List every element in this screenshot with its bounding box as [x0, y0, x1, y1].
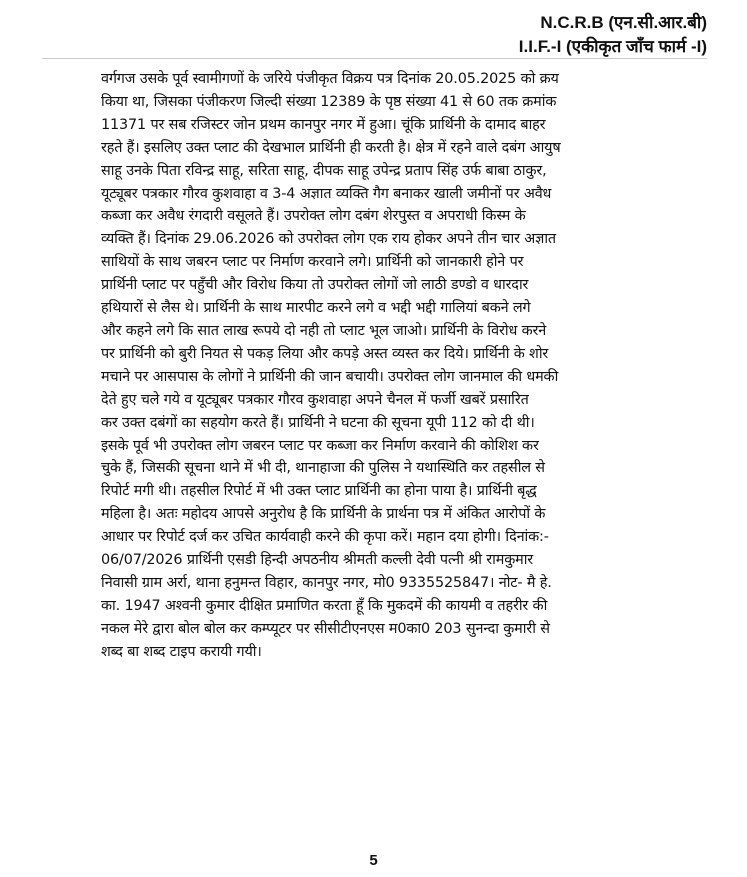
body-line: देते हुए चले गये व यूट्यूबर पत्रकार गौरव कुशवाहा अपने चैनल में फर्जी खबरें प्रसारित: [101, 391, 529, 408]
body-line: प्रार्थिनी प्लाट पर पहुँची और विरोध किया तो उपरोक्त लोगों जो लाठी डण्डो व धारदार: [101, 277, 529, 294]
page-number: 5: [369, 852, 378, 869]
body-line: साहू उनके पिता रविन्द्र साहू, सरिता साहू, दीपक साहू उपेन्द्र प्रताप सिंह उर्फ बाबा ठाकुर,: [101, 162, 547, 179]
body-line: मचाने पर आसपास के लोगों ने प्रार्थिनी की जान बचायी। उपरोक्त लोग जानमाल की धमकी: [101, 368, 559, 385]
body-line: का. 1947 अश्वनी कुमार दीक्षित प्रमाणित करता हूँ कि मुकदमें की कायमी व तहरीर की: [101, 597, 548, 614]
body-line: व्यक्ति हैं। दिनांक 29.06.2026 को उपरोक्त लोग एक राय होकर अपने तीन चार अज्ञात: [101, 231, 556, 248]
body-line: रिपोर्ट मगी थी। तहसील रिपोर्ट में भी उक्त प्लाट प्रार्थिनी का होना पाया है। प्रार्थिनी बृद्ध: [101, 483, 537, 500]
form-header-subtitle: I.I.F.-I (एकीकृत जाँच फार्म -I): [518, 37, 707, 56]
body-line: 06/07/2026 प्रार्थिनी एसडी हिन्दी अपठनीय श्रीमती कल्ली देवी पत्नी श्री रामकुमार: [101, 552, 534, 569]
form-header-title: N.C.R.B (एन.सी.आर.बी): [540, 13, 707, 32]
body-line: नकल मेरे द्वारा बोल बोल कर कम्प्यूटर पर सीसीटीएनएस म0का0 203 सुनन्दा कुमारी से: [101, 620, 550, 637]
body-line: आधार पर रिपोर्ट दर्ज कर उचित कार्यवाही करने की कृपा करें। महान दया होगी। दिनांक:-: [101, 529, 549, 546]
body-line: यूट्यूबर पत्रकार गौरव कुशवाहा व 3-4 अज्ञात व्यक्ति गैग बनाकर खाली जमीनों पर अवैध: [101, 185, 552, 202]
body-line: रहते हैं। इसलिए उक्त प्लाट की देखभाल प्रार्थिनी ही करती है। क्षेत्र में रहने वाले दबंग आयुष: [101, 139, 561, 156]
body-line: किया था, जिसका पंजीकरण जिल्दी संख्या 12389 के पृष्ठ संख्या 41 से 60 तक क्रमांक: [101, 93, 557, 110]
body-line: निवासी ग्राम अर्रा, थाना हनुमन्त विहार, कानपुर नगर, मो0 9335525847। नोट- मै हे.: [101, 574, 552, 591]
body-line: कब्जा कर अवैध रंगदारी वसूलते हैं। उपरोक्त लोग दबंग शेरपुस्त व अपराधी किस्म के: [101, 208, 526, 225]
body-line: चुके हैं, जिसकी सूचना थाने में भी दी, थानाहाजा की पुलिस ने यथास्थिति कर तहसील से: [101, 460, 545, 477]
body-line: शब्द बा शब्द टाइप करायी गयी।: [101, 643, 262, 660]
body-line: वर्गगज उसके पूर्व स्वामीगणों के जरिये पंजीकृत विक्रय पत्र दिनांक 20.05.2025 को क्रय: [101, 71, 559, 87]
body-line: और कहने लगे कि सात लाख रूपये दो नही तो प्लाट भूल जाओ। प्रार्थिनी के विरोध करने: [101, 322, 547, 339]
body-line: इसके पूर्व भी उपरोक्त लोग जबरन प्लाट पर कब्जा कर निर्माण करवाने की कोशिश कर: [101, 437, 539, 454]
body-line: 11371 पर सब रजिस्टर जोन प्रथम कानपुर नगर में हुआ। चूंकि प्रार्थिनी के दामाद बाहर: [101, 116, 546, 133]
body-line: साथियों के साथ जबरन प्लाट पर निर्माण करवाने लगे। प्रार्थिनी को जानकारी होने पर: [101, 254, 524, 271]
body-line: हथियारों से लैस थे। प्रार्थिनी के साथ मारपीट करने लगे व भद्दी भद्दी गालियां बकने लगे: [101, 300, 531, 317]
body-line: पर प्रार्थिनी को बुरी नियत से पकड़ लिया और कपड़े अस्त व्यस्त कर दिये। प्रार्थिनी के शोर: [101, 345, 549, 362]
header-divider: [42, 58, 707, 59]
body-line: कर उक्त दबंगों का सहयोग करते हैं। प्रार्थिनी ने घटना की सूचना यूपी 112 को दी थी।: [101, 414, 535, 431]
body-line: महिला है। अतः महोदय आपसे अनुरोध है कि प्रार्थिनी के प्रार्थना पत्र में अंकित आरोपों के: [101, 506, 546, 523]
document-body: [101, 68, 701, 664]
